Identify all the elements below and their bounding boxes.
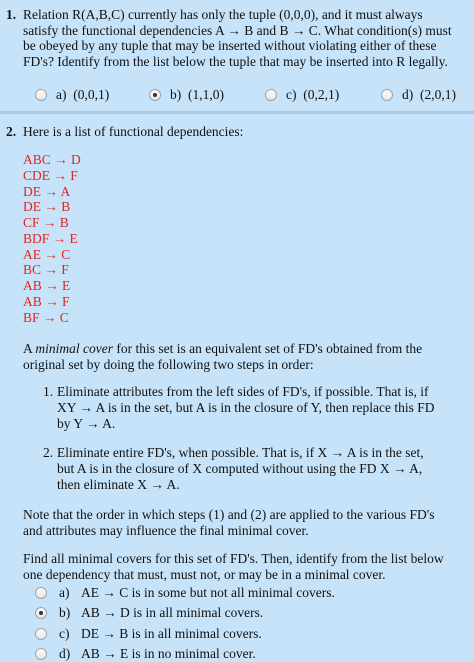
option-c[interactable] (35, 625, 262, 642)
question-2 (0, 114, 474, 662)
fd-item: BC → F (23, 262, 69, 278)
fd-item: DE → B (23, 199, 71, 215)
step-number: 2. (43, 445, 54, 460)
radio-button[interactable] (35, 628, 47, 640)
option-letter: b) (170, 87, 182, 102)
option-text: (2,0,1) (420, 87, 456, 102)
option-letter: c) (59, 625, 70, 641)
question-intro: Here is a list of functional dependencies: (23, 124, 244, 139)
question-number: 2. (6, 124, 17, 139)
step-number: 1. (43, 384, 54, 399)
order-note: Note that the order in which steps (1) and (2) are applied to the various FD's and attributes may influence the final minimal cover. (23, 507, 435, 538)
radio-button[interactable] (35, 648, 47, 660)
option-text: (0,2,1) (303, 87, 340, 102)
option-letter: d) (59, 645, 71, 661)
option-a[interactable] (35, 584, 335, 601)
fd-item: AE → C (23, 246, 71, 262)
find-instruction: Find all minimal covers for this set of FD's. Then, identify from the list below one dependency that must, must not, or may be in a minimal cover. (23, 551, 444, 582)
radio-button[interactable] (35, 587, 47, 599)
option-d[interactable] (35, 645, 256, 662)
step-1 (43, 384, 443, 434)
option-c[interactable] (265, 87, 339, 103)
radio-button[interactable] (265, 89, 277, 101)
option-d[interactable] (381, 87, 456, 103)
answer-options (0, 87, 474, 105)
step-text: Eliminate entire FD's, when possible. That is, if X → A is in the set, but A is in the closure of X computed without using the FD X → A, then eliminate X → A. (57, 445, 424, 492)
option-text: (1,1,0) (188, 87, 224, 102)
question-number: 1. (6, 7, 17, 22)
option-letter: a) (56, 87, 67, 102)
step-2 (43, 445, 443, 495)
option-text: AB → D is in all minimal covers. (81, 604, 264, 620)
minimal-cover-definition: A minimal cover for this set is an equivalent set of FD's obtained from the original set by doing the following two steps in order: (23, 341, 423, 372)
option-letter: b) (59, 604, 71, 620)
option-b[interactable] (149, 87, 224, 103)
radio-button[interactable] (381, 89, 393, 101)
step-text: Eliminate attributes from the left sides of FD's, if possible. That is, if XY → A is in the set, but A is in the closure of Y, then replace this FD by Y → A. (57, 384, 435, 431)
option-letter: d) (402, 87, 414, 102)
fd-list (23, 152, 81, 325)
minimal-cover-term: minimal cover (35, 341, 113, 356)
option-letter: a) (59, 584, 70, 600)
radio-button-selected[interactable] (35, 607, 47, 619)
option-b[interactable] (35, 604, 263, 621)
fd-item: CDE → F (23, 167, 78, 183)
option-letter: c) (286, 87, 297, 102)
question-1 (0, 0, 474, 111)
fd-item: BDF → E (23, 230, 78, 246)
question-stem: Relation R(A,B,C) currently has only the tuple (0,0,0), and it must always satisfy the functional dependencies A → B and B → C. What condition(s) must be obeyed by any tuple that may be inserted without violating either of these FD's? Identify from the list below the tuple that may be inserted into R legally. (23, 7, 452, 69)
fd-item: DE → A (23, 183, 71, 199)
option-text: AB → E is in no minimal cover. (81, 645, 256, 661)
fd-item: CF → B (23, 215, 69, 230)
option-text: AE → C is in some but not all minimal covers. (81, 584, 335, 600)
option-text: DE → B is in all minimal covers. (81, 625, 262, 641)
fd-item: BF → C (23, 309, 69, 325)
option-text: (0,0,1) (73, 87, 110, 102)
radio-button-selected[interactable] (149, 89, 161, 101)
radio-button[interactable] (35, 89, 47, 101)
option-a[interactable] (35, 87, 109, 103)
fd-item: AB → E (23, 278, 71, 293)
fd-item: ABC → D (23, 152, 81, 167)
fd-item: AB → F (23, 293, 70, 309)
